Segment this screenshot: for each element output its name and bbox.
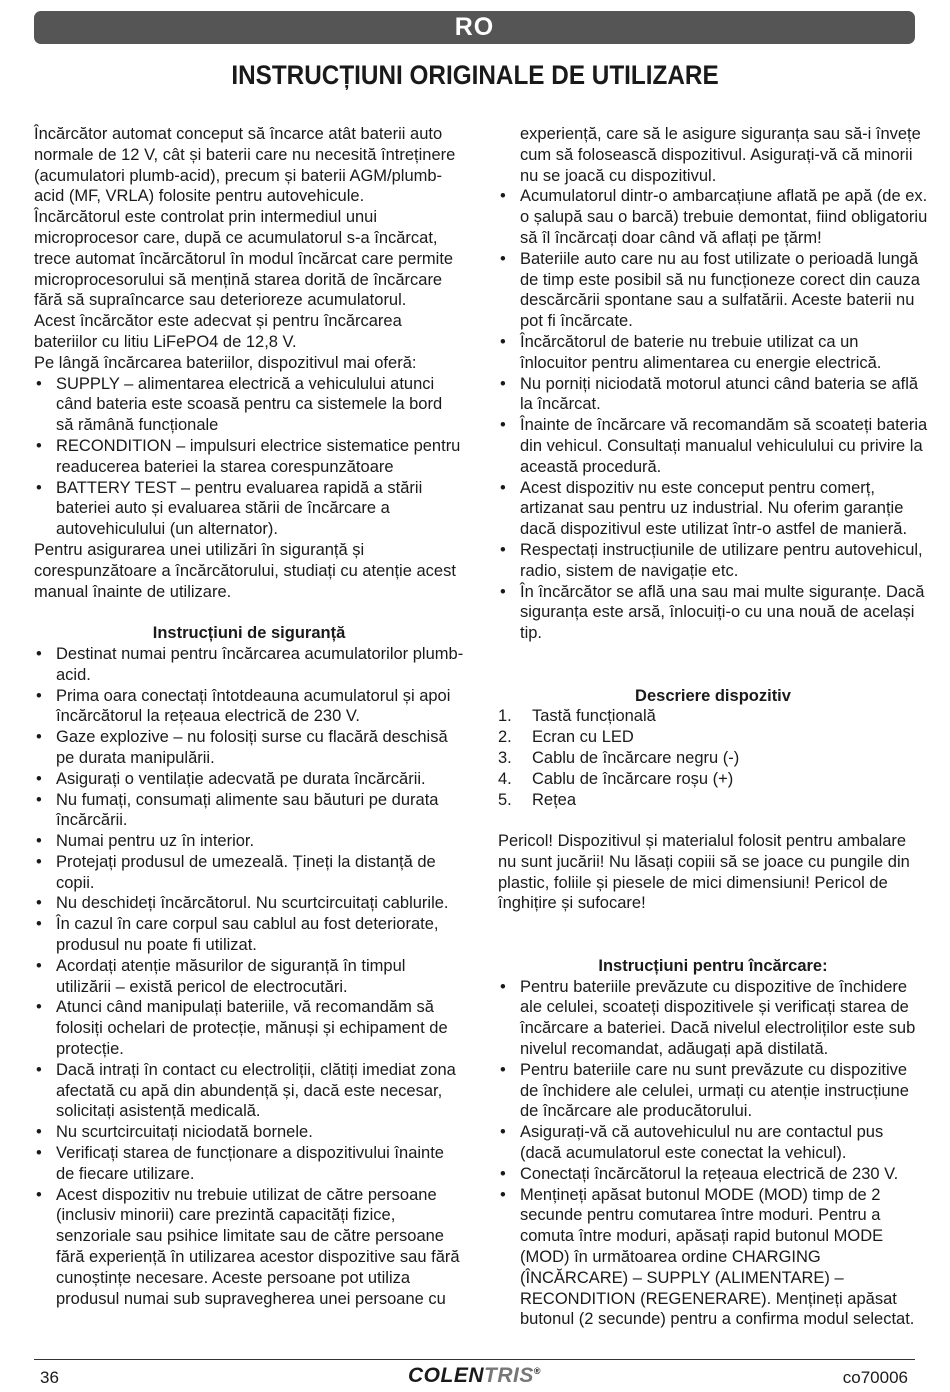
list-item: • Protejați produsul de umezeală. Țineți la distanță de copii. <box>34 852 464 894</box>
intro-paragraph: Încărcător automat conceput să încarce atât baterii auto normale de 12 V, cât și baterii care nu necesită întreținere (acumulatori plumb-acid), precum și baterii AGM/plumb-acid (MF, VRLA) folosite pentru autovehicule. <box>34 125 456 206</box>
brand-logo <box>408 1364 541 1388</box>
intro-paragraph: Încărcătorul este controlat prin intermediul unui microprocesor care, după ce acumulatorul s-a încărcat, trece automat încărcătorul în modul încărcat care permite microprocesorului să mențină starea dorită de încărcare fără să supraîncarce sau deterioreze acumulatorul. <box>34 208 454 310</box>
list-item: • Nu fumați, consumați alimente sau băuturi pe durata încărcării. <box>34 790 464 832</box>
safety-heading: Instrucțiuni de siguranță <box>152 624 346 643</box>
safety-list <box>34 644 464 1310</box>
list-item: • Pentru bateriile prevăzute cu dispozitive de închidere ale celulei, scoateți dispozitivele și verificați starea de încărcare a bateriei. Dacă nivelul electroliților este sub nivelul recomandat, adăugați apă distilată. <box>498 977 928 1060</box>
item-number: 4. <box>498 769 512 788</box>
list-item: • Acest dispozitiv nu este conceput pentru comerț, artizanat sau pentru uz industrial. Nu oferim garanție dacă dispozitivul este utilizat într-o astfel de manieră. <box>498 478 928 540</box>
list-item: • Bateriile auto care nu au fost utilizate o perioadă lungă de timp este posibil să nu funcționeze corect din cauza descărcării spontane sau a sulfatării. Aceste baterii nu pot fi încărcate. <box>498 249 928 332</box>
list-item: • Nu porniți niciodată motorul atunci când bateria se află la încărcat. <box>498 374 928 416</box>
logo-text-a: COLEN <box>408 1364 484 1387</box>
list-item <box>498 727 928 748</box>
logo-text-b: TRIS <box>484 1364 534 1387</box>
left-column <box>34 124 464 1309</box>
list-item <box>498 748 928 769</box>
list-item: • Acumulatorul dintr-o ambarcațiune aflată pe apă (de ex. o șalupă sau o barcă) trebuie demontat, fiind obligatoriu să îl încărcați doar când vă aflați pe țărm! <box>498 186 928 248</box>
product-code: co70006 <box>842 1368 908 1387</box>
list-item: • Dacă intrați în contact cu electroliții, clătiți imediat zona afectată cu apă din abundență și, dacă este necesar, solicitați asistență medicală. <box>34 1060 464 1122</box>
list-item: • Numai pentru uz în interior. <box>34 831 464 852</box>
list-item <box>498 790 928 811</box>
list-item: • SUPPLY – alimentarea electrică a vehiculului atunci când bateria este scoasă pentru ca sistemele la bord să rămână funcționale <box>34 374 464 436</box>
page-number: 36 <box>40 1368 59 1387</box>
list-item: • Încărcătorul de baterie nu trebuie utilizat ca un înlocuitor pentru alimentarea cu energie electrică. <box>498 332 928 374</box>
list-item: • Respectați instrucțiunile de utilizare pentru autovehicul, radio, sistem de navigație etc. <box>498 540 928 582</box>
item-label: Cablu de încărcare roșu (+) <box>532 769 734 788</box>
list-item: • În încărcător se află una sau mai multe siguranțe. Dacă siguranța este arsă, înlocuiți-o cu una nouă de același tip. <box>498 582 928 644</box>
language-code: RO <box>454 13 495 41</box>
list-item-continued: experiență, care să le asigure siguranța sau să-i învețe cum să folosească dispozitivul. Asigurați-vă că minorii nu se joacă cu dispozitivul. <box>520 125 921 185</box>
list-item: • Pentru bateriile care nu sunt prevăzute cu dispozitive de închidere ale celulei, urmați cu atenție instrucțiune de încărcare ale producătorului. <box>498 1060 928 1122</box>
list-item: • Atunci când manipulați bateriile, vă recomandăm să folosiți ochelari de protecție, mănuși și echipament de protecție. <box>34 997 464 1059</box>
charging-list <box>498 977 928 1331</box>
list-item: • RECONDITION – impulsuri electrice sistematice pentru readucerea bateriei la starea corespunzătoare <box>34 436 464 478</box>
item-label: Tastă funcțională <box>532 707 656 726</box>
list-item: • Mențineți apăsat butonul MODE (MOD) timp de 2 secunde pentru comutarea între moduri. Pentru a comuta între moduri, apăsați rapid butonul MODE (MOD) în următoarea ordine CHARGING (ÎNCĂRCARE) – SUPPLY (ALIMENTARE) – RECONDITION (REGENERARE). Mențineți apăsat butonul (2 secunde) pentru a confirma modul selectat. <box>498 1185 928 1331</box>
item-number: 1. <box>498 707 512 726</box>
item-label: Rețea <box>532 790 577 809</box>
list-item <box>498 706 928 727</box>
item-number: 2. <box>498 728 512 747</box>
item-number: 3. <box>498 748 512 767</box>
list-item: • Prima oara conectați întotdeauna acumulatorul și apoi încărcătorul la rețeaua electrică de 230 V. <box>34 686 464 728</box>
right-column <box>498 124 928 1330</box>
list-item: • Asigurați o ventilație adecvată pe durata încărcării. <box>34 769 464 790</box>
device-heading: Descriere dispozitiv <box>635 686 791 705</box>
list-item: • În cazul în care corpul sau cablul au fost deteriorate, produsul nu poate fi utilizat. <box>34 914 464 956</box>
list-item: • Nu scurtcircuitați niciodată bornele. <box>34 1122 464 1143</box>
list-item: • Înainte de încărcare vă recomandăm să scoateți bateria din vehicul. Consultați manualul vehiculului cu privire la această procedură. <box>498 415 928 477</box>
list-item: • Asigurați-vă că autovehiculul nu are contactul pus (dacă acumulatorul este conectat la vehicul). <box>498 1122 928 1164</box>
list-item: • Nu deschideți încărcătorul. Nu scurtcircuitați cablurile. <box>34 893 464 914</box>
intro-paragraph: Pe lângă încărcarea bateriilor, dispozitivul mai oferă: <box>34 353 417 372</box>
intro-paragraph: Acest încărcător este adecvat și pentru încărcarea bateriilor cu litiu LiFePO4 de 12,8 V. <box>34 312 402 351</box>
list-item: • Destinat numai pentru încărcarea acumulatorilor plumb-acid. <box>34 644 464 686</box>
continued-list <box>498 124 928 644</box>
item-number: 5. <box>498 790 512 809</box>
list-item <box>498 769 928 790</box>
item-label: Ecran cu LED <box>532 728 634 747</box>
list-item: • Verificați starea de funcționare a dispozitivului înainte de fiecare utilizare. <box>34 1143 464 1185</box>
registered-mark: ® <box>533 1366 541 1376</box>
features-list <box>34 374 464 540</box>
list-item: • Acordați atenție măsurilor de siguranță în timpul utilizării – există pericol de electrocutări. <box>34 956 464 998</box>
danger-warning: Pericol! Dispozitivul și materialul folosit pentru ambalare nu sunt jucării! Nu lăsați copiii să se joace cu pungile din plastic, foliile și piesele de mici dimensiuni! Pericol de înghițire și sufocare! <box>498 832 910 913</box>
list-item: • Acest dispozitiv nu trebuie utilizat de către persoane (inclusiv minorii) care prezintă capacități fizice, senzoriale sau psihice limitate sau de către persoane fără experiență în utilizarea acestor dispozitive sau fără cunoștințe necesare. Aceste persoane pot utiliza produsul numai sub supravegherea unei persoane cu <box>34 1185 464 1310</box>
language-bar <box>34 11 915 44</box>
device-list <box>498 706 928 810</box>
page-title: INSTRUCȚIUNI ORIGINALE DE UTILIZARE <box>231 60 719 90</box>
list-item: • Conectați încărcătorul la rețeaua electrică de 230 V. <box>498 1164 928 1185</box>
list-item: • Gaze explozive – nu folosiți surse cu flacără deschisă pe durata manipulării. <box>34 727 464 769</box>
list-item: • BATTERY TEST – pentru evaluarea rapidă a stării bateriei auto și evaluarea stării de încărcare a autovehiculului (un alternator). <box>34 478 464 540</box>
footer-divider <box>34 1359 915 1360</box>
item-label: Cablu de încărcare negru (-) <box>532 748 740 767</box>
charging-heading: Instrucțiuni pentru încărcare: <box>598 956 828 975</box>
closing-paragraph: Pentru asigurarea unei utilizări în siguranță și corespunzătoare a încărcătorului, studiați cu atenție acest manual înainte de utilizare. <box>34 540 456 601</box>
